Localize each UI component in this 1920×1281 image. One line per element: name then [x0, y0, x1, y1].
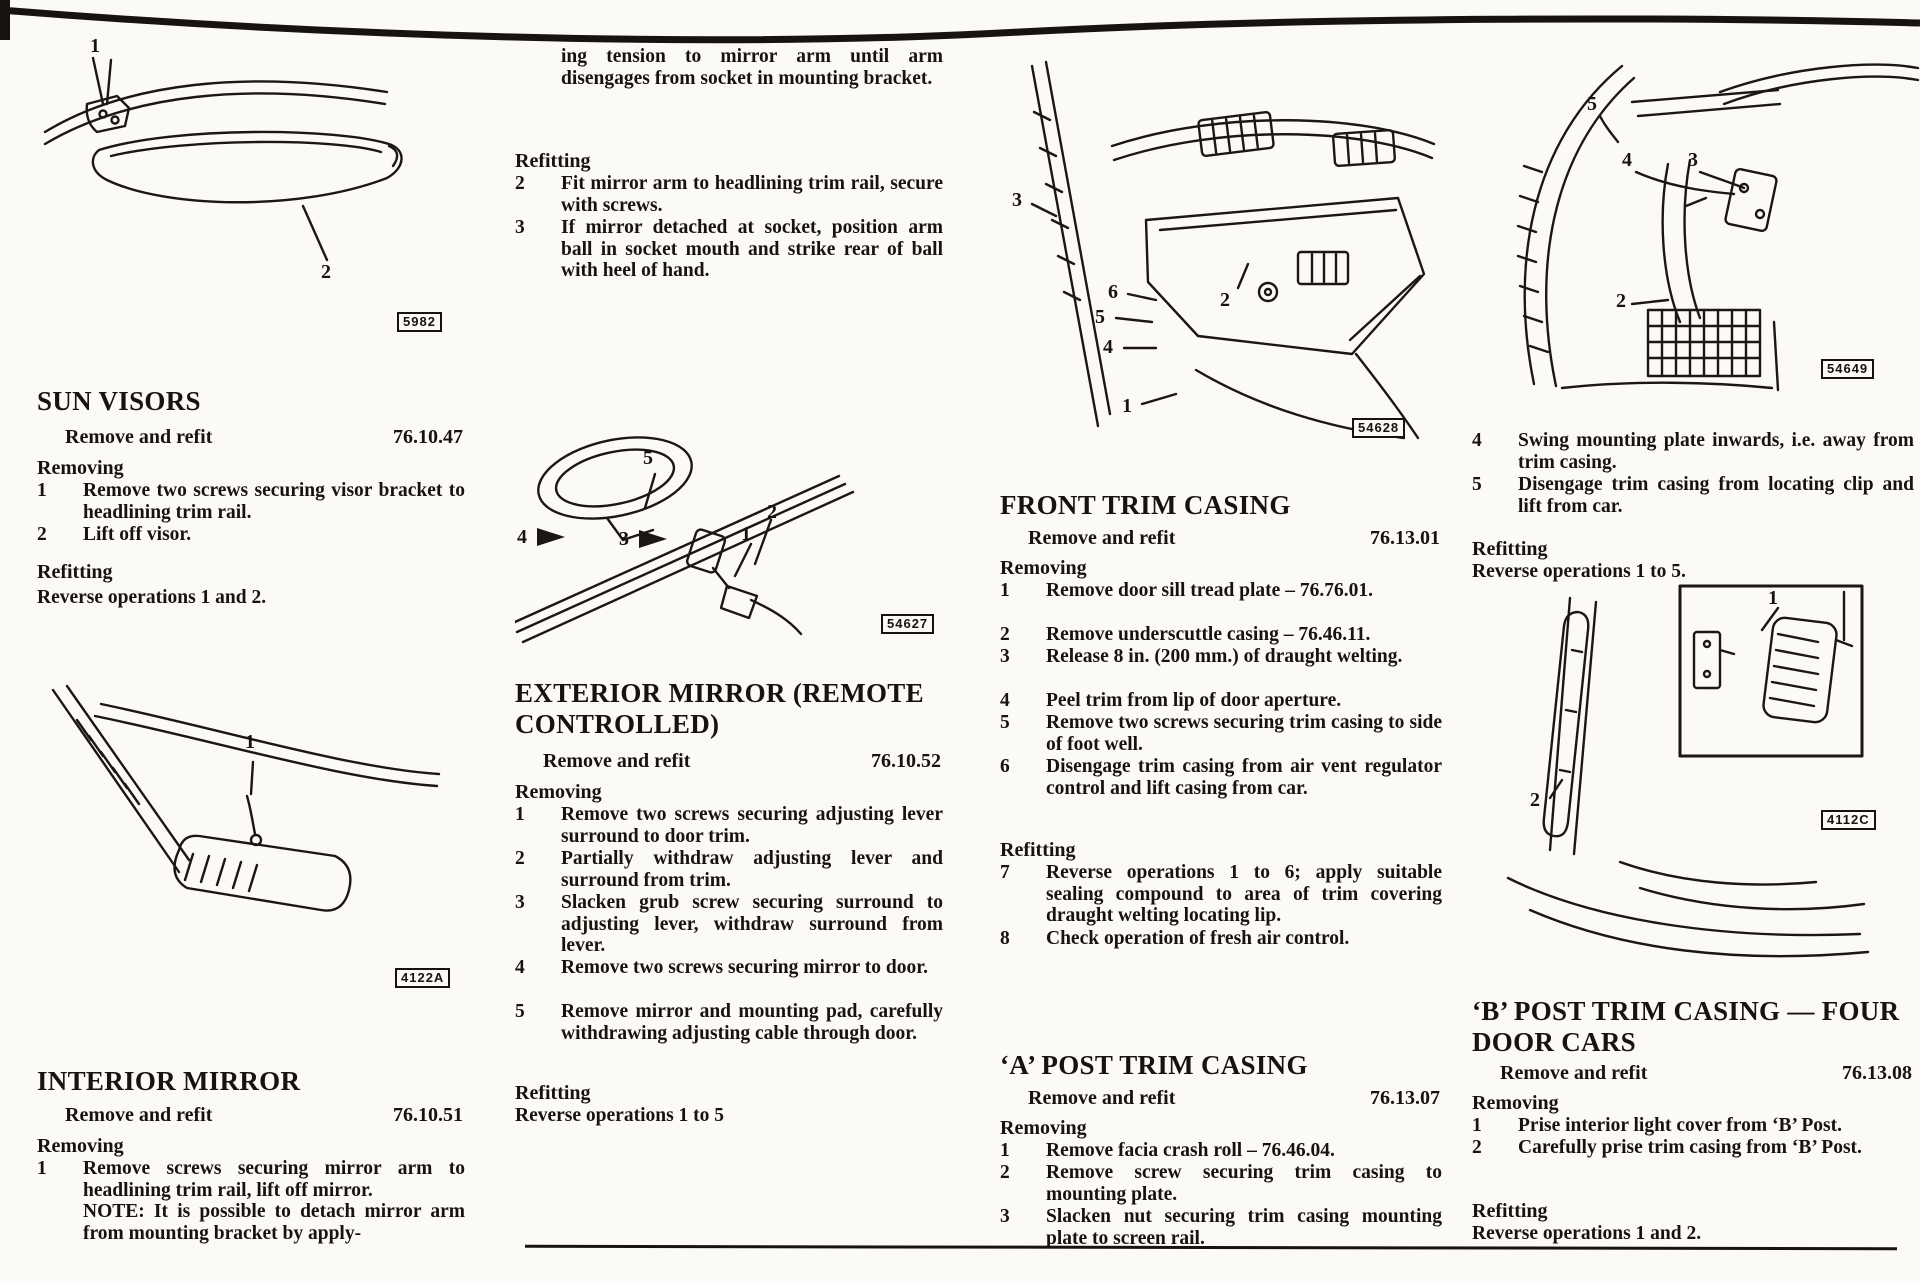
- figure-callout: 1: [245, 731, 255, 753]
- removing-heading: Removing: [515, 781, 602, 803]
- op-number: 76.10.47: [393, 426, 463, 448]
- remove-refit-row: [515, 750, 943, 773]
- step-number: 1: [1472, 1115, 1482, 1136]
- removing-heading: Removing: [37, 457, 124, 479]
- figure-interior-mirror: [37, 684, 465, 996]
- step-text: Slacken grub screw securing surround to adjusting lever, withdraw surround from lever.: [561, 892, 943, 956]
- section-title-interior-mirror: INTERIOR MIRROR: [37, 1066, 301, 1096]
- step-text: Remove facia crash roll – 76.46.04.: [1046, 1140, 1335, 1161]
- step-item: [515, 848, 943, 891]
- figure-callout: 3: [1688, 149, 1698, 171]
- step-text: Release 8 in. (200 mm.) of draught welting.: [1046, 646, 1403, 667]
- remove-refit-label: Remove and refit: [543, 750, 691, 772]
- step-text: Disengage trim casing from air vent regulator control and lift casing from car.: [1046, 756, 1442, 799]
- step-number: 1: [37, 480, 47, 501]
- step-number: 4: [515, 957, 525, 978]
- step-item: [37, 1158, 465, 1244]
- step-number: 1: [515, 804, 525, 825]
- step-number: 3: [1000, 1206, 1010, 1227]
- column-3: [1000, 0, 1442, 1281]
- step-text: Check operation of fresh air control.: [1046, 928, 1350, 949]
- step-item: [1472, 1115, 1914, 1137]
- step-number: 3: [515, 892, 525, 913]
- step-number: 8: [1000, 928, 1010, 949]
- step-item: [515, 957, 943, 979]
- figure-code-badge: 54628: [1352, 418, 1405, 438]
- figure-callout: 4: [1103, 336, 1113, 358]
- remove-refit-label: Remove and refit: [1028, 1087, 1176, 1109]
- step-item: [1000, 756, 1442, 799]
- step-item: [1000, 646, 1442, 668]
- step-number: 1: [37, 1158, 47, 1179]
- step-text: Slacken nut securing trim casing mounting plate to screen rail.: [1046, 1206, 1442, 1249]
- refitting-heading: Refitting: [1000, 839, 1076, 861]
- step-text: Carefully prise trim casing from ‘B’ Post.: [1518, 1137, 1862, 1158]
- section-title-front-trim-casing: FRONT TRIM CASING: [1000, 490, 1291, 520]
- step-text: Peel trim from lip of door aperture.: [1046, 690, 1342, 711]
- column-4: [1472, 0, 1914, 1281]
- figure-callout: 3: [1012, 189, 1022, 211]
- step-item: [1000, 862, 1442, 927]
- figure-sun-visor: [37, 35, 465, 344]
- step-text: Remove screw securing trim casing to mounting plate.: [1046, 1162, 1442, 1205]
- figure-callout: 6: [1108, 281, 1118, 303]
- section-title-exterior-mirror: EXTERIOR MIRROR (REMOTE CONTROLLED): [515, 678, 924, 739]
- column-2: [515, 0, 943, 1281]
- removing-heading: Removing: [37, 1135, 124, 1157]
- step-number: 4: [1472, 430, 1482, 451]
- section-title-a-post-trim-casing: ‘A’ POST TRIM CASING: [1000, 1050, 1308, 1080]
- step-item: [37, 524, 465, 546]
- step-number: 6: [1000, 756, 1010, 777]
- step-text: Remove two screws securing trim casing to side of foot well.: [1046, 712, 1442, 755]
- step-number: 5: [515, 1001, 525, 1022]
- step-text: Fit mirror arm to headlining trim rail, secure with screws.: [561, 173, 943, 216]
- step-item: [515, 217, 943, 282]
- op-number: 76.13.01: [1370, 527, 1440, 549]
- step-number: 1: [1000, 580, 1010, 601]
- figure-b-post-trim: [1472, 580, 1920, 980]
- step-text: Partially withdraw adjusting lever and surround from trim.: [561, 848, 943, 891]
- column-1: [37, 0, 465, 1281]
- step-text: Lift off visor.: [83, 524, 192, 545]
- figure-callout: 5: [643, 447, 653, 469]
- figure-callout: 1: [1122, 395, 1132, 417]
- refitting-heading: Refitting: [1472, 538, 1548, 560]
- remove-refit-label: Remove and refit: [65, 426, 213, 448]
- step-note: NOTE: It is possible to detach mirror arm from mounting bracket by apply-: [83, 1201, 465, 1244]
- remove-refit-row: [1000, 527, 1442, 550]
- step-item: [515, 1001, 943, 1044]
- step-text: Reverse operations 1 to 6; apply suitable sealing compound to area of trim covering draught welting locating lip.: [1046, 862, 1442, 926]
- refitting-text: Reverse operations 1 and 2.: [1472, 1223, 1702, 1244]
- step-text-group: [83, 1158, 465, 1244]
- figure-callout: 5: [1095, 306, 1105, 328]
- step-text: Remove mirror and mounting pad, carefully withdrawing adjusting cable through door.: [561, 1001, 943, 1044]
- refitting-heading: Refitting: [515, 150, 591, 172]
- step-item: [515, 173, 943, 216]
- figure-callout: 2: [1530, 789, 1540, 811]
- step-number: 5: [1000, 712, 1010, 733]
- step-text: Remove door sill tread plate – 76.76.01.: [1046, 580, 1373, 601]
- figure-callout: 5: [1587, 93, 1597, 115]
- step-item: [515, 892, 943, 957]
- step-item: [1472, 474, 1914, 517]
- step-number: 3: [1000, 646, 1010, 667]
- front-trim-casing-illustration: [1000, 52, 1442, 444]
- figure-callout: 1: [741, 523, 751, 545]
- b-post-trim-illustration: [1472, 580, 1920, 980]
- remove-refit-row: [1000, 1087, 1442, 1110]
- step-number: 3: [515, 217, 525, 238]
- removing-heading: Removing: [1000, 557, 1087, 579]
- op-number: 76.10.51: [393, 1104, 463, 1126]
- step-number: 5: [1472, 474, 1482, 495]
- step-item: [37, 480, 465, 523]
- figure-front-trim-casing: [1000, 52, 1442, 444]
- figure-callout: 1: [1768, 587, 1778, 609]
- remove-refit-label: Remove and refit: [1500, 1062, 1648, 1084]
- section-title-sun-visors: SUN VISORS: [37, 386, 201, 416]
- step-text: Remove two screws securing adjusting lever surround to door trim.: [561, 804, 943, 847]
- scan-artifact-mark: [0, 0, 6, 22]
- step-number: 2: [515, 173, 525, 194]
- step-item: [1000, 1140, 1442, 1162]
- step-number: 4: [1000, 690, 1010, 711]
- step-item: [1472, 430, 1914, 473]
- sun-visor-illustration: [37, 44, 465, 344]
- step-text: Remove screws securing mirror arm to headlining trim rail, lift off mirror.: [83, 1158, 465, 1201]
- section-title-b-post-trim-casing: ‘B’ POST TRIM CASING — FOUR DOOR CARS: [1472, 996, 1900, 1057]
- refitting-heading: Refitting: [515, 1082, 591, 1104]
- step-number: 2: [37, 524, 47, 545]
- refitting-text: Reverse operations 1 to 5: [515, 1105, 725, 1126]
- step-item: [1000, 624, 1442, 646]
- step-item: [1000, 712, 1442, 755]
- step-number: 2: [1000, 1162, 1010, 1183]
- refitting-heading: Refitting: [37, 561, 113, 583]
- refitting-text: Reverse operations 1 to 5.: [1472, 561, 1686, 582]
- step-number: 2: [1472, 1137, 1482, 1158]
- op-number: 76.13.07: [1370, 1087, 1440, 1109]
- figure-callout: 4: [1622, 149, 1632, 171]
- a-post-trim-illustration: [1472, 46, 1920, 394]
- figure-callout: 4: [517, 526, 527, 548]
- step-text: Swing mounting plate inwards, i.e. away from trim casing.: [1518, 430, 1914, 473]
- step-item: [1000, 580, 1442, 602]
- figure-callout: 2: [767, 501, 777, 523]
- step-number: 7: [1000, 862, 1010, 883]
- figure-a-post-trim: [1472, 46, 1920, 394]
- remove-refit-label: Remove and refit: [65, 1104, 213, 1126]
- op-number: 76.10.52: [871, 750, 941, 772]
- remove-refit-label: Remove and refit: [1028, 527, 1176, 549]
- step-item: [1000, 928, 1442, 950]
- exterior-mirror-illustration: [515, 424, 943, 664]
- removing-heading: Removing: [1000, 1117, 1087, 1139]
- figure-code-badge: 54627: [881, 614, 934, 634]
- step-text: Remove underscuttle casing – 76.46.11.: [1046, 624, 1371, 645]
- figure-callout: 2: [1616, 290, 1626, 312]
- remove-refit-row: [1472, 1062, 1914, 1085]
- step-number: 2: [1000, 624, 1010, 645]
- step-item: [1472, 1137, 1914, 1159]
- step-number: 1: [1000, 1140, 1010, 1161]
- step-text: Remove two screws securing mirror to door.: [561, 957, 928, 978]
- refitting-heading: Refitting: [1472, 1200, 1548, 1222]
- figure-callout: 1: [90, 35, 100, 57]
- removing-heading: Removing: [1472, 1092, 1559, 1114]
- refitting-text: Reverse operations 1 and 2.: [37, 587, 267, 608]
- figure-code-badge: 4112C: [1821, 810, 1876, 830]
- step-item: [515, 804, 943, 847]
- step-item: [1000, 1162, 1442, 1205]
- op-number: 76.13.08: [1842, 1062, 1912, 1084]
- step-text: If mirror detached at socket, position arm ball in socket mouth and strike rear of ball with heel of hand.: [561, 217, 943, 281]
- remove-refit-row: [37, 1104, 465, 1127]
- step-item: [1000, 1206, 1442, 1249]
- figure-callout: 3: [619, 528, 629, 550]
- figure-callout: 2: [321, 261, 331, 283]
- step-item: [1000, 690, 1442, 712]
- step-text: Disengage trim casing from locating clip and lift from car.: [1518, 474, 1914, 517]
- figure-code-badge: 5982: [397, 312, 442, 332]
- step-text: Remove two screws securing visor bracket to headlining trim rail.: [83, 480, 465, 523]
- step-text: Prise interior light cover from ‘B’ Post.: [1518, 1115, 1843, 1136]
- remove-refit-row: [37, 426, 465, 449]
- figure-callout: 2: [1220, 289, 1230, 311]
- step-number: 2: [515, 848, 525, 869]
- figure-code-badge: 54649: [1821, 359, 1874, 379]
- continuation-paragraph: ing tension to mirror arm until arm disengages from socket in mounting bracket.: [561, 46, 943, 89]
- figure-code-badge: 4122A: [395, 968, 450, 988]
- figure-exterior-mirror: [515, 424, 943, 664]
